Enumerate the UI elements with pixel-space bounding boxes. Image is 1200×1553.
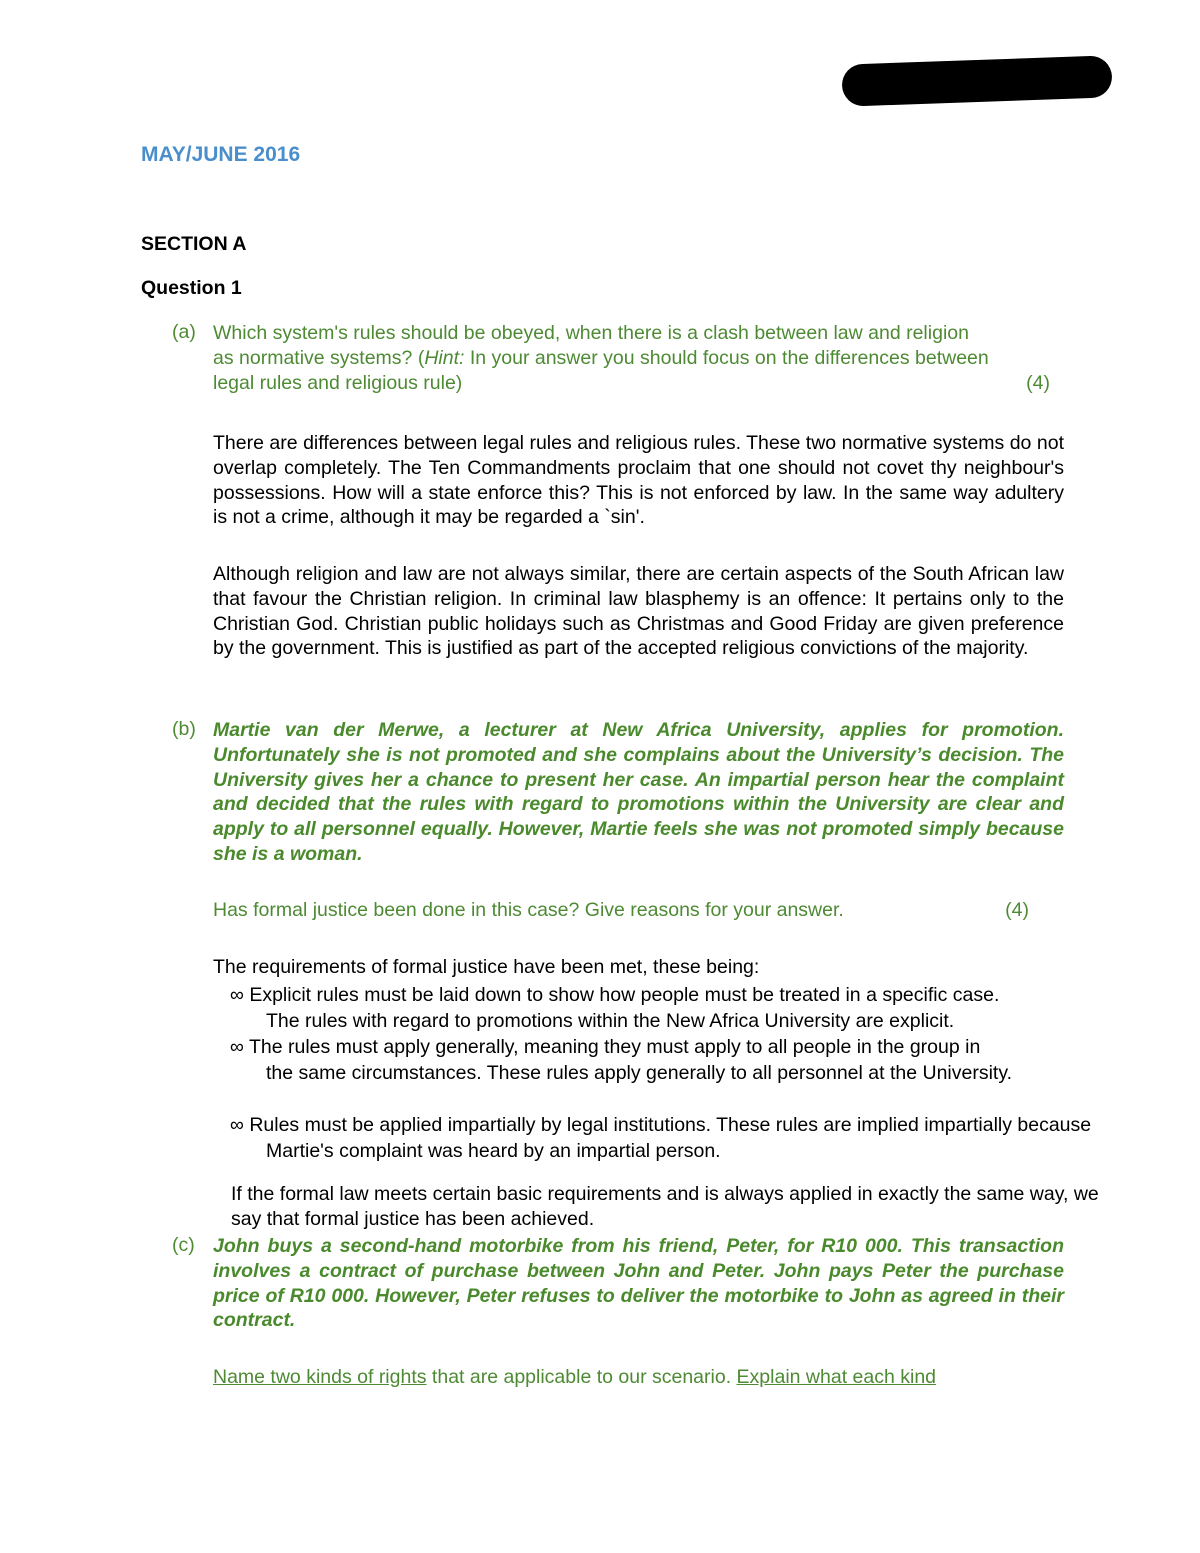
section-title: SECTION A <box>141 233 247 255</box>
part-b-answer-intro: The requirements of formal justice have been met, these being: <box>213 956 760 978</box>
redaction-mark <box>841 55 1112 106</box>
part-a-answer-paragraph-2: Although religion and law are not always similar, there are certain aspects of the South African law that favour the Christian religion. In criminal law blasphemy is an offence: It pertains only to the Christian God. Christian public holidays such as Christmas and Good Friday are given preference by the government. This is justified as part of the accepted religious convictions of the majority. <box>213 563 1064 660</box>
part-c-scenario: John buys a second-hand motorbike from his friend, Peter, for R10 000. This transaction involves a contract of purchase between John and Peter. John pays Peter the purchase price of R10 000. However, Peter refuses to deliver the motorbike to John as agreed in their contract. <box>213 1235 1064 1332</box>
part-a-question-line2: as normative systems? (Hint: In your answer you should focus on the differences between <box>213 346 989 369</box>
part-a-question-line3: legal rules and religious rule) (4) <box>213 371 1064 396</box>
part-c-question: Name two kinds of rights that are applicable to our scenario. Explain what each kind <box>213 1366 937 1388</box>
list-item: ∞ Explicit rules must be laid down to show how people must be treated in a specific case. The rules with regard to promotions within the New Africa University are explicit. <box>230 984 1000 1032</box>
exam-date-heading: MAY/JUNE 2016 <box>141 143 301 166</box>
part-b-conclusion: If the formal law meets certain basic requirements and is always applied in exactly the same way, we say that formal justice has been achieved. <box>231 1183 1099 1230</box>
list-item: ∞ Rules must be applied impartially by legal institutions. These rules are implied impartially because Martie's complaint was heard by an impartial person. <box>230 1114 1092 1162</box>
part-a-marks: (4) <box>1026 371 1050 394</box>
question-title: Question 1 <box>141 277 242 299</box>
part-b-marks: (4) <box>1005 899 1029 921</box>
part-c-question-underlined-1: Name two kinds of rights <box>213 1366 427 1388</box>
part-a-answer-paragraph-1: There are differences between legal rules and religious rules. These two normative systems do not overlap completely. The Ten Commandments proclaim that one should not covet thy neighbour's possessions. How will a state enforce this? This is not enforced by law. In the same way adultery is not a crime, although it may be regarded a `sin'. <box>213 432 1064 529</box>
part-b-label: (b) <box>172 718 196 740</box>
bullet-icon: ∞ <box>230 1114 244 1136</box>
hint-label: Hint: <box>424 346 465 369</box>
bullet-icon: ∞ <box>230 984 244 1006</box>
list-item: ∞ The rules must apply generally, meaning they must apply to all people in the group in the same circumstances. These rules apply generally to all personnel at the University. <box>230 1036 1013 1084</box>
bullet-icon: ∞ <box>230 1036 244 1058</box>
part-c-label: (c) <box>172 1234 195 1256</box>
part-b-scenario: Martie van der Merwe, a lecturer at New Africa University, applies for promotion. Unfortunately she is not promoted and she complains about the University’s decision. The University gives her a chance to present her case. An impartial person hear the complaint and decided that the rules with regard to promotions within the University are clear and apply to all personnel equally. However, Martie feels she was not promoted simply because she is a woman. <box>213 719 1064 865</box>
part-c-question-underlined-2: Explain what each kind <box>736 1366 937 1388</box>
part-a-question-line1: Which system's rules should be obeyed, when there is a clash between law and religion <box>213 322 969 344</box>
part-a-label: (a) <box>172 321 196 343</box>
part-a-question <box>213 321 1064 395</box>
part-b-question: Has formal justice been done in this case? Give reasons for your answer. (4) <box>213 898 1043 923</box>
